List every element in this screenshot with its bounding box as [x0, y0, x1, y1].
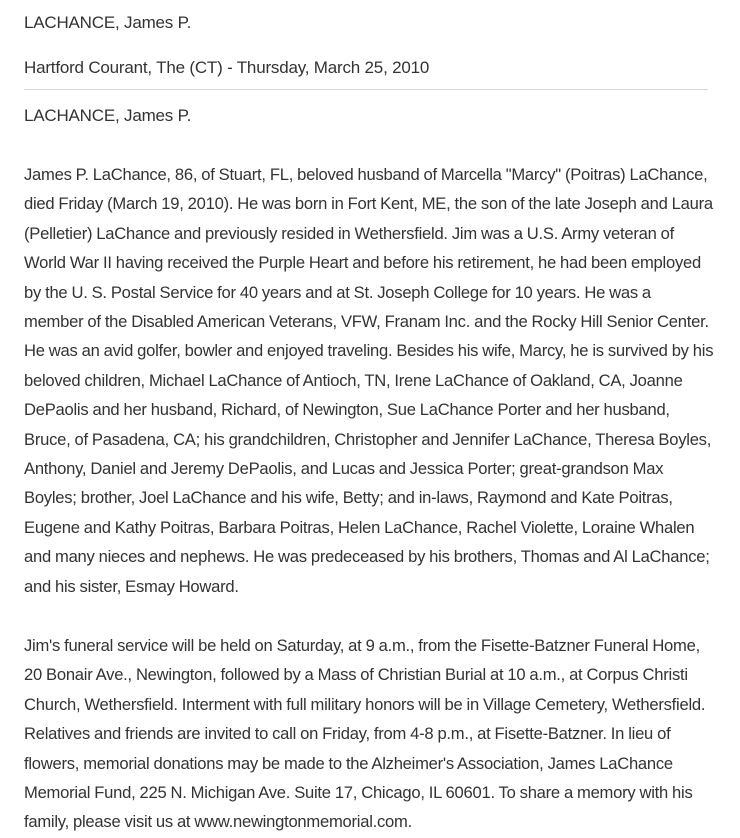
header-divider — [24, 89, 708, 90]
obituary-paragraph-service: Jim's funeral service will be held on Saturday, at 9 a.m., from the Fisette-Batzner Funeral Home, 20 Bonair Ave., Newington, followed by a Mass of Christian Burial at 10 a.m., at Corpus Christi Church, Wethersfield. Interment with full military honors will be in Village Cemetery, Wethersfield. Relatives and friends are invited to call on Friday, from 4-8 p.m., at Fisette-Batzner. In lieu of flowers, memorial donations may be made to the Alzheimer's Association, James LaChance Memorial Fund, 225 N. Michigan Ave. Suite 17, Chicago, IL 60601. To share a memory with his family, please visit us at www.newingtonmemorial.com. — [24, 636, 706, 832]
obituary-title: LACHANCE, James P. — [24, 13, 192, 32]
obituary-paragraph-biography: James P. LaChance, 86, of Stuart, FL, beloved husband of Marcella "Marcy" (Poitras) LaChance, died Friday (March 19, 2010). He was born in Fort Kent, ME, the son of the late Joseph and Laura (Pelletier) LaChance and previously resided in Wethersfield. Jim was a U.S. Army veteran of World War II having received the Purple Heart and before his retirement, he had been employed by the U. S. Postal Service for 40 years and at St. Joseph College for 10 years. He was a member of the Disabled American Veterans, VFW, Franam Inc. and the Rocky Hill Senior Center. He was an avid golfer, bowler and enjoyed traveling. Besides his wife, Marcy, he is survived by his beloved children, Michael LaChance of Antioch, TN, Irene LaChance of Oakland, CA, Joanne DePaolis and her husband, Richard, of Newington, Sue LaChance Porter and her husband, Bruce, of Pasadena, CA; his grandchildren, Christopher and Jennifer LaChance, Theresa Boyles, Anthony, Daniel and Jeremy DePaolis, and Lucas and Jessica Porter; great-grandson Max Boyles; brother, Joel LaChance and his wife, Betty; and in-laws, Raymond and Kate Poitras, Eugene and Kathy Poitras, Barbara Poitras, Helen LaChance, Rachel Violette, Loraine Whalen and many nieces and nephews. He was predeceased by his brothers, Thomas and Al LaChance; and his sister, Esmay Howard. — [24, 165, 714, 596]
publication-source-line: Hartford Courant, The (CT) - Thursday, March 25, 2010 — [24, 58, 430, 77]
article-name-heading: LACHANCE, James P. — [24, 106, 192, 125]
